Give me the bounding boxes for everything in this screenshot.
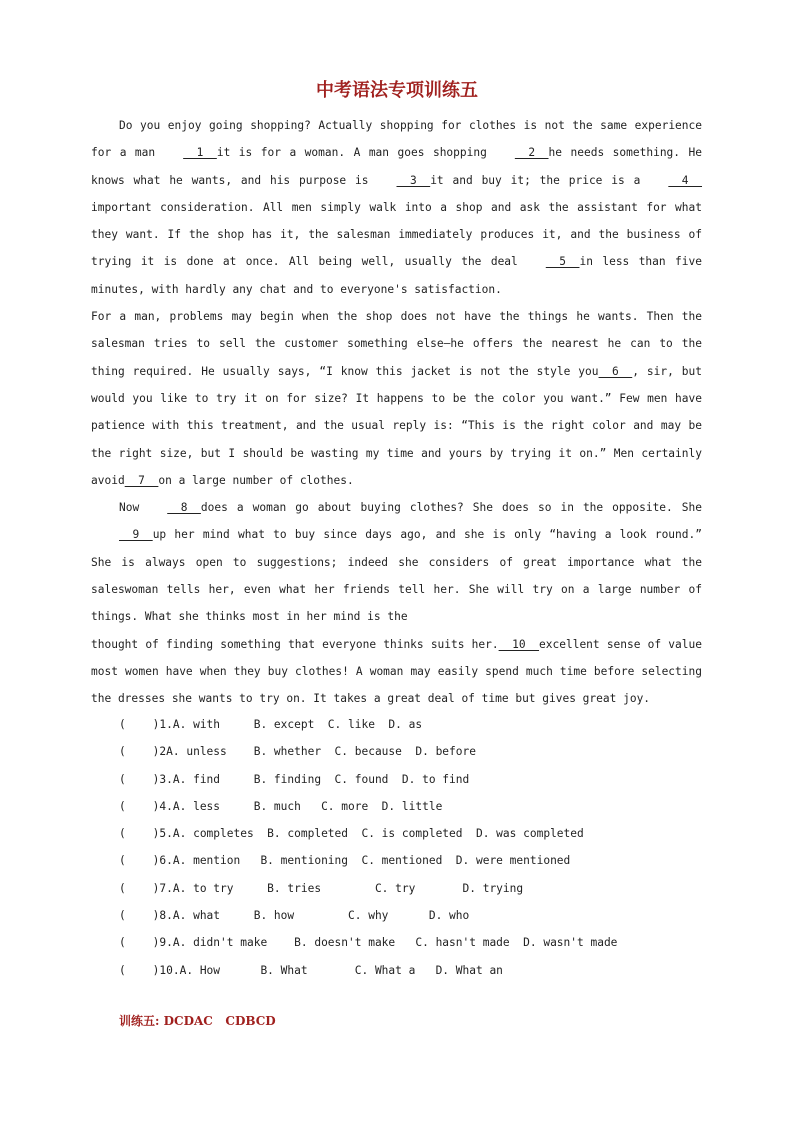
answer-label: 训练五: xyxy=(119,1014,160,1028)
question-item: ( )4.A. less B. much C. more D. little xyxy=(119,799,443,813)
blank-1: 1 xyxy=(183,146,217,160)
answer-key xyxy=(119,1012,276,1029)
blank-4: 4 xyxy=(668,173,703,187)
reading-passage xyxy=(91,112,702,713)
question-item: ( )6.A. mention B. mentioning C. mentioned D. were mentioned xyxy=(119,854,571,868)
passage-text: For a man, problems may begin when the shop does not have the things he wants. Then the salesman tries to sell the customer something else—he offers the nearest he can to the thing required. He usually says, “I know this jacket is not the style you xyxy=(91,310,702,378)
question-list xyxy=(119,711,719,984)
passage-text: he needs something. He knows what he wants, and his purpose is xyxy=(91,146,702,187)
passage-text: it and buy it; the price is a xyxy=(430,173,641,187)
blank-5: 5 xyxy=(545,255,580,269)
blank-7: 7 xyxy=(124,473,159,487)
passage-text: does a woman go about buying clothes? She does so in the opposite. She xyxy=(200,501,702,515)
blank-9: 9 xyxy=(119,528,153,542)
paragraph-2 xyxy=(91,303,702,494)
paragraph-3 xyxy=(91,494,702,630)
question-item: ( )2A. unless B. whether C. because D. before xyxy=(119,745,476,759)
passage-text: in less than five minutes, with hardly any chat and to everyone's satisfaction. xyxy=(91,255,702,296)
passage-text: Now xyxy=(119,501,140,515)
blank-10: 10 xyxy=(498,637,540,651)
question-item: ( )5.A. completes B. completed C. is completed D. was completed xyxy=(119,827,584,841)
question-item: ( )9.A. didn't make B. doesn't make C. hasn't made D. wasn't made xyxy=(119,936,618,950)
passage-text: thought of finding something that everyone thinks suits her. xyxy=(91,637,499,651)
blank-8: 8 xyxy=(167,501,201,515)
paragraph-1 xyxy=(91,112,702,303)
passage-text: important consideration. All men simply walk into a shop and ask the assistant for what they want. If the shop has it, the salesman immediately produces it, and the business of trying it is done at once. All being well, usually the deal xyxy=(91,200,702,269)
blank-6: 6 xyxy=(598,364,633,378)
blank-2: 2 xyxy=(514,146,549,160)
question-item: ( )1.A. with B. except C. like D. as xyxy=(119,718,423,731)
answer-group-1: DCDAC xyxy=(163,1014,213,1028)
page-title: 中考语法专项训练五 xyxy=(316,80,478,101)
passage-text: excellent sense of value most women have when they buy clothes! A woman may easily spend much time before selecting the dresses she wants to try on. It takes a great deal of time but gives great joy. xyxy=(91,637,702,706)
question-item: ( )3.A. find B. finding C. found D. to find xyxy=(119,772,470,786)
passage-text: Do you enjoy going shopping? Actually shopping for clothes is not the same experience for a man xyxy=(91,119,702,160)
passage-text: on a large number of clothes. xyxy=(158,473,354,487)
question-item: ( )8.A. what B. how C. why D. who xyxy=(119,909,470,923)
passage-text: up her mind what to buy since days ago, and she is only “having a look round.” She is always open to suggestions; indeed she considers of great importance what the saleswoman tells her, even what her friends tell her. She will try on a large number of things. What she thinks most in her mind is the xyxy=(91,528,702,624)
question-item: ( )7.A. to try B. tries C. try D. trying xyxy=(119,881,524,895)
blank-3: 3 xyxy=(396,173,431,187)
question-item: ( )10.A. How B. What C. What a D. What an xyxy=(119,963,503,977)
paragraph-4 xyxy=(91,631,702,713)
answer-group-2: CDBCD xyxy=(225,1014,276,1028)
passage-text: it is for a woman. A man goes shopping xyxy=(216,146,487,160)
passage-text: , sir, but would you like to try it on for size? It happens to be the color you want.” Few men have patience with this treatment, and the usual reply is: “This is the right color and may be the right size, but I should be wasting my time and yours by trying it on.” Men certainly avoid xyxy=(91,364,703,487)
